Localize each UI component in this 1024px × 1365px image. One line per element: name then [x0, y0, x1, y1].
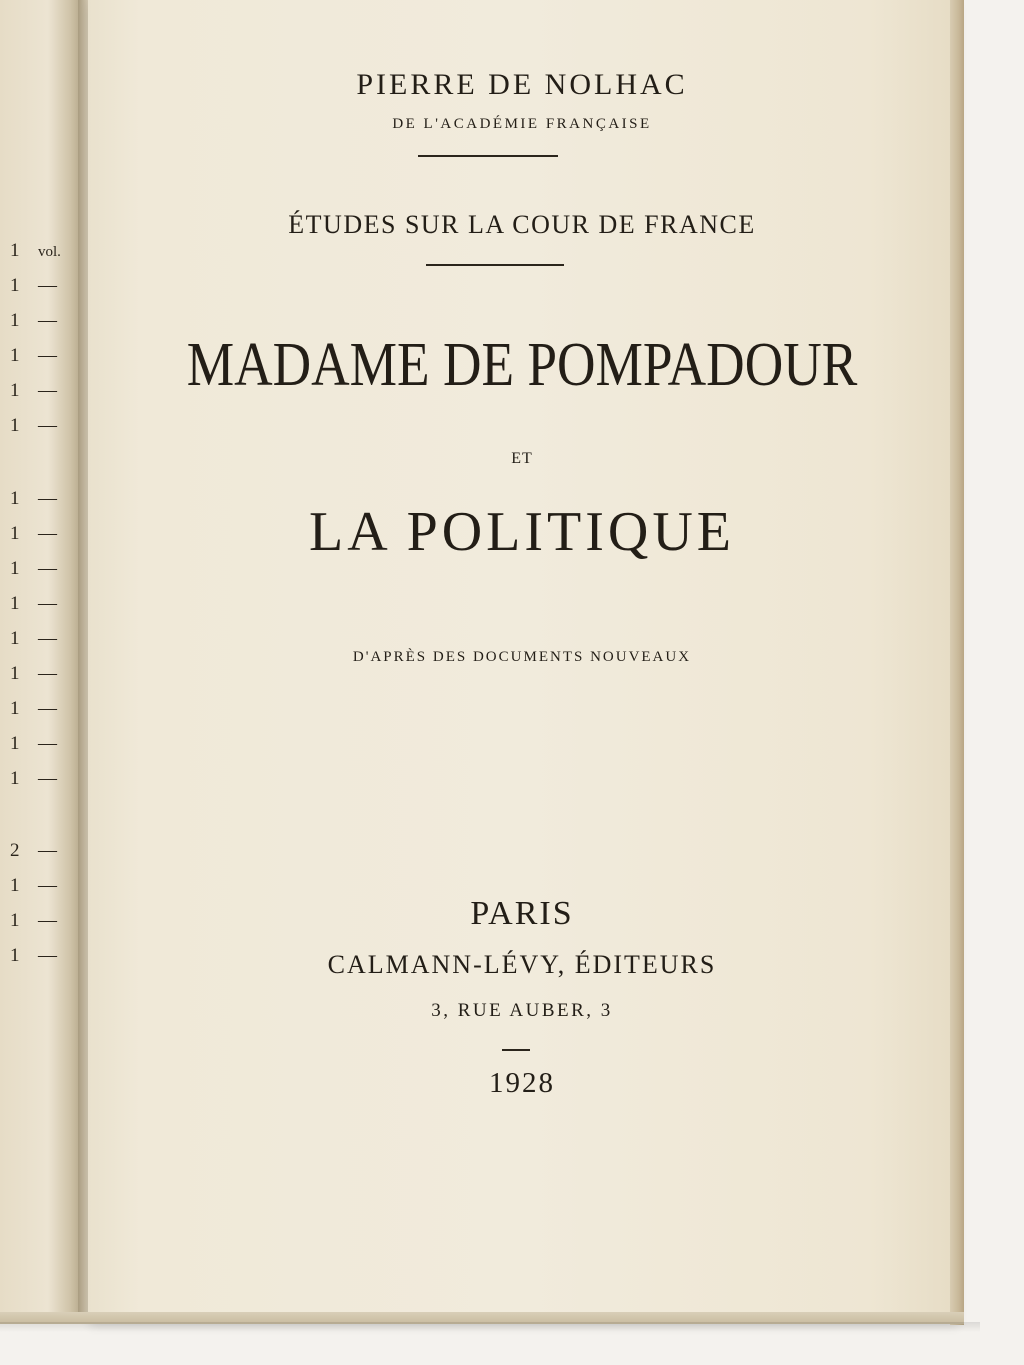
- volume-list-entry: [10, 910, 57, 932]
- volume-count: 1: [10, 345, 20, 366]
- volume-unit: —: [38, 945, 57, 966]
- volume-list-entry: [10, 558, 57, 580]
- volume-list-entry: [10, 733, 57, 755]
- volume-count: 1: [10, 733, 20, 754]
- title-page: [88, 0, 956, 1320]
- volume-unit: —: [38, 910, 57, 931]
- publication-year: 1928: [489, 1067, 555, 1099]
- facing-page-volume-list: [0, 0, 80, 1320]
- volume-list-entry: [10, 768, 57, 790]
- series-title: ÉTUDES SUR LA COUR DE FRANCE: [288, 210, 756, 239]
- volume-list-entry: [10, 663, 57, 685]
- volume-count: 1: [10, 488, 20, 509]
- volume-unit: —: [38, 875, 57, 896]
- volume-unit: —: [38, 523, 57, 544]
- volume-count: 2: [10, 840, 20, 861]
- volume-unit: —: [38, 380, 57, 401]
- volume-list-entry: [10, 698, 57, 720]
- volume-count: 1: [10, 910, 20, 931]
- book-tagline: D'APRÈS DES DOCUMENTS NOUVEAUX: [352, 649, 692, 665]
- volume-unit: —: [38, 768, 57, 789]
- volume-count: 1: [10, 768, 20, 789]
- volume-count: 1: [10, 558, 20, 579]
- title-conjunction: ET: [511, 450, 533, 467]
- volume-count: 1: [10, 275, 20, 296]
- volume-list-entry: [10, 875, 57, 897]
- volume-list-entry: [10, 488, 57, 510]
- volume-list-entry: [10, 840, 57, 862]
- volume-unit: —: [38, 663, 57, 684]
- volume-list-entry: [10, 628, 57, 650]
- divider-rule: [502, 1049, 530, 1051]
- volume-count: 1: [10, 380, 20, 401]
- publication-city: PARIS: [470, 895, 574, 932]
- volume-count: 1: [10, 698, 20, 719]
- volume-list-entry: [10, 240, 61, 262]
- author-affiliation: DE L'ACADÉMIE FRANÇAISE: [392, 116, 652, 132]
- volume-list-entry: [10, 345, 57, 367]
- book-subtitle: LA POLITIQUE: [309, 501, 735, 563]
- publisher-address: 3, RUE AUBER, 3: [431, 1000, 613, 1021]
- volume-count: 1: [10, 628, 20, 649]
- volume-unit: —: [38, 558, 57, 579]
- volume-list-entry: [10, 593, 57, 615]
- divider-rule: [426, 264, 564, 266]
- divider-rule: [418, 155, 558, 157]
- volume-list-entry: [10, 523, 57, 545]
- volume-list-entry: [10, 380, 57, 402]
- book-title: MADAME DE POMPADOUR: [186, 331, 858, 399]
- volume-unit: —: [38, 698, 57, 719]
- volume-unit: —: [38, 345, 57, 366]
- volume-unit: —: [38, 310, 57, 331]
- volume-unit: —: [38, 840, 57, 861]
- volume-unit: —: [38, 733, 57, 754]
- book-shadow: [0, 1322, 980, 1332]
- volume-unit: —: [38, 488, 57, 509]
- volume-unit: —: [38, 275, 57, 296]
- volume-count: 1: [10, 945, 20, 966]
- volume-list-entry: [10, 415, 57, 437]
- volume-unit: —: [38, 415, 57, 436]
- volume-count: 1: [10, 663, 20, 684]
- author-name: PIERRE DE NOLHAC: [356, 68, 688, 101]
- volume-list-entry: [10, 945, 57, 967]
- volume-count: 1: [10, 240, 20, 261]
- volume-count: 1: [10, 523, 20, 544]
- volume-list-entry: [10, 275, 57, 297]
- volume-list-entry: [10, 310, 57, 332]
- volume-unit: vol.: [38, 244, 61, 260]
- volume-count: 1: [10, 593, 20, 614]
- volume-count: 1: [10, 875, 20, 896]
- volume-unit: —: [38, 593, 57, 614]
- volume-count: 1: [10, 310, 20, 331]
- volume-unit: —: [38, 628, 57, 649]
- volume-count: 1: [10, 415, 20, 436]
- publisher-name: CALMANN-LÉVY, ÉDITEURS: [327, 950, 717, 979]
